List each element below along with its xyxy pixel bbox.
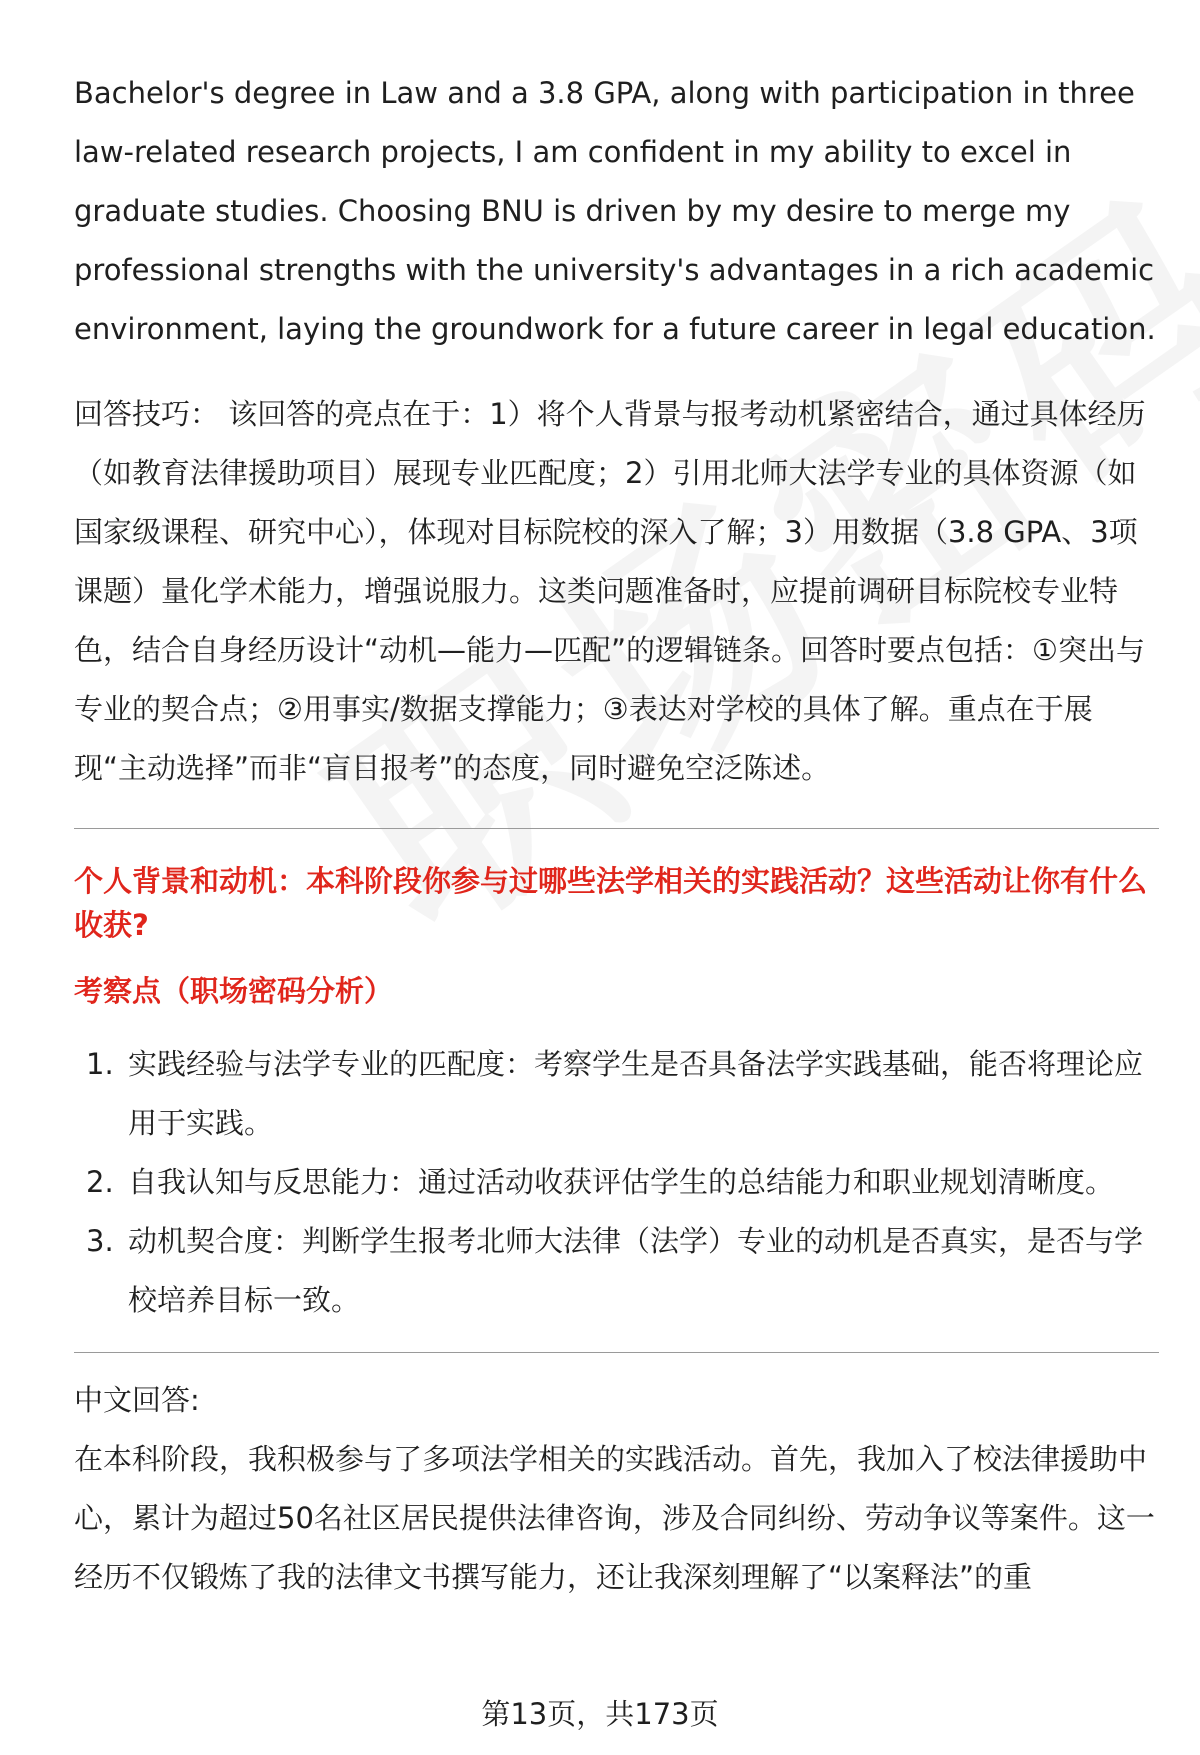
- section-divider: [74, 1352, 1159, 1353]
- english-answer-paragraph: Bachelor's degree in Law and a 3.8 GPA, along with participation in three law-related research projects, I am confident in my ability to excel in graduate studies. Choosing BNU is driven by my desire to merge my professional strengths with the university's advantages in a rich academic environment, laying the groundwork for a future career in legal education.: [74, 76, 1156, 346]
- chinese-answer-paragraph: 在本科阶段，我积极参与了多项法学相关的实践活动。首先，我加入了校法律援助中心，累计为超过50名社区居民提供法律咨询，涉及合同纠纷、劳动争议等案件。这一经历不仅锻炼了我的法律文书撰写能力，还让我深刻理解了“以案释法”的重: [74, 1442, 1155, 1594]
- answer-label: 中文回答:: [74, 1383, 200, 1417]
- question-title: 个人背景和动机：本科阶段你参与过哪些法学相关的实践活动？这些活动让你有什么收获?: [74, 864, 1148, 942]
- answer-tip-paragraph: 回答技巧： 该回答的亮点在于：1）将个人背景与报考动机紧密结合，通过具体经历（如教育法律援助项目）展现专业匹配度；2）引用北师大法学专业的具体资源（如国家级课程、研究中心），体现对目标院校的深入了解；3）用数据（3.8 GPA、3项课题）量化学术能力，增强说服力。这类问题准备时，应提前调研目标院校专业特色，结合自身经历设计“动机—能力—匹配”的逻辑链条。回答时要点包括：①突出与专业的契合点；②用事实/数据支撑能力；③表达对学校的具体了解。重点在于展现“主动选择”而非“盲目报考”的态度，同时避免空泛陈述。: [74, 397, 1146, 785]
- list-item: [74, 1035, 1159, 1153]
- list-item: [74, 1153, 1159, 1212]
- list-item-text: 自我认知与反思能力：通过活动收获评估学生的总结能力和职业规划清晰度。: [128, 1165, 1115, 1199]
- content-area: [74, 64, 1159, 1607]
- list-item-number: 3.: [86, 1224, 114, 1258]
- list-item-number: 2.: [86, 1165, 114, 1199]
- kaocha-list: [74, 1035, 1159, 1330]
- page-number-footer: 第13页，共173页: [481, 1697, 719, 1731]
- section-divider: [74, 828, 1159, 829]
- list-item: [74, 1212, 1159, 1330]
- list-item-text: 动机契合度：判断学生报考北师大法律（法学）专业的动机是否真实，是否与学校培养目标一致。: [128, 1224, 1144, 1317]
- kaocha-title: 考察点（职场密码分析）: [74, 974, 394, 1008]
- list-item-number: 1.: [86, 1047, 114, 1081]
- list-item-text: 实践经验与法学专业的匹配度：考察学生是否具备法学实践基础，能否将理论应用于实践。: [128, 1047, 1144, 1140]
